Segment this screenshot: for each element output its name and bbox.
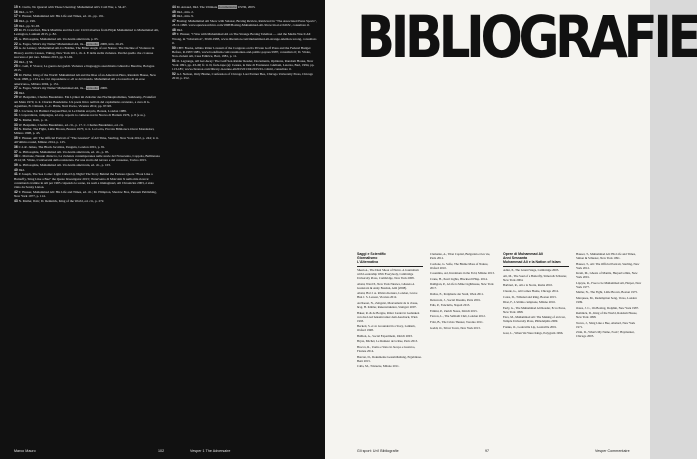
bibliography-column-1 — [357, 252, 423, 370]
endnote-number: 16 — [14, 9, 19, 14]
endnote-number: 18 — [14, 18, 19, 23]
bibliography-entry: Ermini, P., Zurich Notes, Zürich 2015. — [430, 308, 478, 313]
endnote-number: 26 — [14, 73, 19, 78]
endnote — [172, 10, 318, 14]
endnote-text: Ibid. — [176, 27, 183, 32]
bibliography-section-title: L'Alternativa — [357, 260, 379, 265]
endnote-text: N. Mailer, The Fight, Little Brown, Boston 1975; tr. it. La Lotta, Piccola Biblioteca Oscar Mondadori, Milano 1998, p. 43. — [14, 127, 155, 136]
endnote-text: C. Martone, Nessun distacco, La violenza contemporanea nelle storie del Novecento, Coppola, Bellinzona 2014; M. Vitale, L'università della resistenza. Per una storia del terrore e del consenso, Torino 2015. — [14, 154, 160, 163]
bibliography-entry: Zirin, D., What's My Name, Fool?, Haymarket, Chicago 2005. — [576, 330, 635, 339]
endnote — [14, 123, 160, 127]
bibliography-section-title: Saggi e Scientific — [357, 252, 386, 256]
endnote — [14, 64, 160, 73]
bibliography-entry: Calla, M., Tristezze, Milano 2011. — [357, 364, 400, 369]
bibliography-entry: Farrow, L., The Sabbath Club, London 2012. — [430, 314, 486, 319]
endnote — [172, 32, 318, 45]
endnote-number: 50 — [172, 45, 177, 50]
bibliography-section-title: Giornalismo — [357, 256, 378, 261]
endnote — [14, 95, 160, 108]
right-page — [325, 0, 697, 459]
endnote-number: 19 — [14, 23, 19, 28]
endnote-number: 41 — [14, 172, 19, 177]
endnote-number: 43 — [14, 198, 19, 203]
bibliography-entry: Oates, J. C., On Boxing, Dolphin, New York 1987. — [576, 305, 639, 310]
endnote-text: E. Curtis, No Quarrel with These Unerring: Muhammad Ali's Cold War, s. 34-47. — [18, 5, 127, 9]
endnote — [14, 168, 160, 172]
endnote-number: 30 — [14, 108, 19, 113]
endnote-text: Ibid., min. 2. — [176, 9, 194, 14]
bibliography-entry: Archaeon, N., Zeitgeist, Mouvement de la classe, hrsg. H. Köhler, Rekonstruktion, Stuttgart 2007. — [357, 300, 419, 309]
endnote-number: 52 — [172, 71, 177, 76]
endnote-number: 24 — [14, 59, 19, 64]
bibliography-entry: Crane, H., Pearl Lights, Blackwell Hisp. 2014. — [430, 276, 488, 281]
endnote-text: A. Philosophie, Muhammad Ali. Un destin américain, p. 65. — [18, 37, 99, 42]
endnotes-column-2 — [172, 5, 318, 81]
endnote-number: 51 — [172, 58, 177, 63]
endnote — [14, 150, 160, 154]
bibliography-section-title: Muhammad Ali e la Nation of Islam — [503, 260, 561, 265]
endnote — [14, 14, 160, 18]
endnote-text: M. Heller, King of the World: Muhammad Ali and the Rise of an American Hero, Random House, New York 1998, p. 133 e ss. Ciò rispondente a: «Il re del mondo. Muhammad Ali e la nascita di un eroe americano», Milano 2004, p. 151. — [14, 73, 156, 86]
endnote — [14, 190, 160, 199]
endnote — [14, 42, 160, 46]
endnote-text: W. Benjamin, Charles Baudelaire, ed. cit., p. 17. C. Charles Baudelaire, ed. cit. — [18, 122, 124, 127]
page-number-left: 102 — [158, 449, 165, 453]
bibliography-entry: Lipsyte, R., Free to be Muhammad Ali, Harper, New York 1977. — [576, 280, 642, 289]
bibliography-entry: Bryas, Michel, Le Rumeur de la Rue, Paris 2013. — [357, 339, 419, 344]
endnote-text: C.L.R. James, The Black Jacobins, Penguin, London 2001, p. 81. — [18, 144, 106, 149]
endnote — [14, 46, 160, 59]
bibliography-column-4 — [576, 252, 642, 340]
endnote — [14, 37, 160, 41]
endnote-number: 49 — [172, 32, 177, 37]
bibliography-entry: Edis, P., Fanciullo, Napoli 2013. — [430, 303, 471, 308]
endnote-number: 40 — [14, 167, 19, 172]
endnote — [172, 28, 318, 32]
endnote-text: A. Fagea, What's my Name? Muhammad Ali, ils... episodio, 2008. — [18, 86, 108, 91]
endnote-number: 20 — [14, 28, 19, 33]
endnote — [172, 72, 318, 81]
bibliography-entry: Ezra, M., Muhammad Ali: The Making of an Icon, Temple University Press, Philadelphia 2009. — [503, 315, 566, 324]
endnote-text: Ibid., § 56. — [18, 59, 34, 64]
endnote — [14, 28, 160, 37]
endnote-number: 22 — [14, 41, 19, 46]
left-page — [0, 0, 325, 459]
endnote-text: Ibid. — [18, 90, 25, 95]
bibliography-entry: Franks, O., Louisville Lip, Louisville 2001. — [503, 324, 557, 329]
bibliography-column-2 — [430, 252, 496, 331]
endnotes-column-1 — [14, 5, 160, 203]
endnote — [14, 5, 160, 9]
bibliography-entry: Baker, R. & de Borgne, Ritter Lieder in Gedanken von das Lied bekannt unter dem Ausdruck, Wien 1993. — [357, 310, 420, 323]
endnote — [14, 91, 160, 95]
page-title: BIBLIOGRAFIE — [357, 3, 697, 71]
bibliography — [357, 252, 643, 433]
bibliography-entry: Torres, J., Sting Like a Bee, Abelard, New York 1971. — [576, 320, 636, 329]
footer-author: Marco Mauro — [14, 449, 36, 453]
bibliography-entry: Kram, M., Ghosts of Manila, HarperCollins, New York 2001. — [576, 271, 638, 280]
bibliography-entry: Gast, L., When We Were Kings, Polygram 1996. — [503, 330, 564, 335]
bibliography-entry: Bullion, A., Social Experiment, Zürich 2003. — [357, 333, 413, 338]
endnote — [14, 86, 160, 90]
endnote — [172, 5, 318, 9]
endnote-number: 36 — [14, 144, 19, 149]
endnote-number: 44 — [172, 5, 177, 9]
endnote-text: N. Mailer, Ibid.; D. Remnick, King of the World, ed. cit., p. 272. — [18, 198, 105, 203]
endnote-number: 46 — [172, 14, 177, 19]
endnote-text: A.J. Nelson, Only Blame, Confession of Chicago Last Partner Bea, Chicago University Press, Chicago 2010, p. 252. — [172, 71, 314, 81]
endnote-number: 25 — [14, 64, 19, 69]
endnote-number: 42 — [14, 189, 19, 194]
endnote-text: P. Joseph, The Sea Come: Light Called Up Night! The Story Behind the Famous Quote "Float Like a Butterfly, Sting Like a Bee" the Quote Investigator 2015; l'intervento di Malcolm X nella mia ricerca: contattando tramite in Ali per 1965 colpendo le scene, tra reali e immaginari, Ali Chronicles 2003, è stato vinto da Sonny Liston. — [14, 172, 155, 190]
endnote-number: 35 — [14, 136, 19, 141]
bibliography-entry: Cordone, G. Sofie, The Blame Mass of Nature, Oxford 2010. — [430, 261, 489, 270]
endnote-number: 31 — [14, 113, 19, 118]
bibliography-entry: Diaz, F., L'ultimo campione, Milano 2016. — [503, 300, 556, 305]
endnote-text: O. Lagrange, All Get Away: The Gulf Sex-Raider Reader, Documents, Opinions, Random House, New York 1991, pp. 43-49; fr. it. II, fuck-tape (e): Cesare, le liste di Fontanesi. Giuliani, Laterza, Bari, 1994, pp. 113-185; www.chronox.com/library-in-tenne-ali2015/01/04/2015/01-1.html, consultato il. — [172, 58, 315, 72]
bibliography-entry: Beckett, S. et al. Grounded in a Story, Lanham, Oxford 1998. — [357, 324, 416, 333]
endnote — [172, 14, 318, 18]
bibliography-entry: Sheen A., The Dual Shoot of Nerve. A Journalism with Leadership With Everybody, Cambridge University Press, Cambridge, New York 2008. — [357, 268, 419, 281]
endnote-number: 37 — [14, 149, 19, 154]
bibliography-entry: Mailer, N., The Fight, Little Brown, Boston 1975. — [576, 290, 638, 295]
endnote-text: I corporations, campaigns, ad exp. reports to cameras not in Nuova di Harlem 1976, p. 8 (e ss.). — [18, 113, 146, 118]
endnote-number: 39 — [14, 163, 19, 168]
endnote-text: W. Benjamin, Charles Baudelaire. Ein Lyriker im Zeitalter des Hochkapitalismus, Suhrkamp, Frankfurt am Main 1974; tr. it. Charles Baudelaire. Un poeta lirico nell'età del capitalismo avanzato, a cura di G. Agamben, B. Chitussi, C.-C. Härle, Neri Pozza, Vicenza 2012, pp. 97-98. — [14, 95, 156, 108]
highlighted-text: documentaire — [218, 5, 237, 9]
endnote — [172, 19, 318, 28]
bibliography-entry: Hauser, T., Muhammad Ali: His Life and Times, Simon & Schuster, New York 1991. — [576, 252, 636, 260]
endnote-text: A. Fagea, What's my Name? Muhammad Ali, ils... episodio, 2008, intn. 20-25. — [18, 41, 124, 46]
endnote-number: 45 — [172, 9, 177, 14]
endnote — [14, 172, 160, 189]
endnote — [14, 109, 160, 113]
bibliography-section-title: Anni Sessanta — [503, 256, 528, 261]
endnote-number: 34 — [14, 127, 19, 132]
endnote-text: Ibid., pp. 91-93. — [18, 23, 41, 28]
endnote — [14, 19, 160, 23]
bibliography-entry: Clemente, A., Tibet Capital, Bulgarian et les vie, Paris 2012. — [430, 252, 491, 260]
bibliography-entry: Remnick, D., King of the World, Random House, New York 1998. — [576, 311, 638, 320]
endnote — [14, 118, 160, 122]
endnote-text: T. Hauser, Ali: The Official Portrait of "The Greatest" of All Time, Sterling, New York 2012, p. 244; tr. it. All'ultimo round, Milano 2014, p. 125. — [14, 136, 159, 145]
endnote — [14, 10, 160, 14]
endnote-text: A. Philosophie, Muhammad Ali. Un destin américain, ed. cit., p. 95. — [18, 149, 110, 154]
bibliography-entry: Abani, Ward P., New York Nieuws, Ghazeta A Grenzreiz & Anny Bondan, Aldi (2008). — [357, 281, 415, 290]
bibliography-entry: Barbieri, R., Ali e la Storia, Roma 2010. — [503, 283, 553, 288]
bibliography-entry: Adler, P., The Grand Stage, Cambridge 2003. — [503, 268, 560, 273]
endnote-text: M. H. Crawford, Black Muslims and the Law: Civil Liberties from Elijah Muhammad to Muhammad Ali, Lexington, Lanham 2015, p. 82. — [14, 28, 160, 37]
endnote — [14, 113, 160, 117]
endnote-number: 32 — [14, 117, 19, 122]
endnote — [14, 73, 160, 86]
bibliography-entry: Dahlgren, P., A Life is Mine Lighthouse, New York 2017. — [430, 282, 494, 291]
bibliography-entry: Dallas, E., Peripherie der Stadt, Wien 2011. — [430, 291, 484, 296]
endnote — [14, 60, 160, 64]
endnote-number: 28 — [14, 90, 19, 95]
endnote — [14, 199, 160, 203]
bibliography-entry: Burcan, D., Dokumente Gesamthaltung, Ergebnisse. Bern 2015. — [357, 354, 422, 363]
endnote — [14, 154, 160, 163]
endnote-text: CBT: Books, Albino Ritter Lawsuit of the Congress on Its Private Golf Press and the Federal Budget Before, R.1987/1985, www.bookfinds.com/ceremonies-and-public-payees/1987, consultato il; D. Vitale, Non-violent Ali, Casa Editrice, Bari, 1981, p. 11. — [172, 45, 311, 59]
endnote-number: 27 — [14, 86, 19, 91]
bibliography-entry: Ali, M., The Soul of a Butterfly, Simon & Schuster, New York 2004. — [503, 273, 567, 282]
bibliography-entry: Marqusee, M., Redemption Song, Verso, London 1999. — [576, 295, 637, 304]
endnote — [14, 136, 160, 145]
bibliography-entry: Coles, D., Tribunal and Ring, Boston 2015. — [503, 294, 557, 299]
endnote-number: 17 — [14, 14, 19, 19]
endnote — [172, 46, 318, 59]
footer-publication: Vesper 1 The Adversaire — [190, 449, 231, 453]
endnote-text: J. Cocteau, Un Hamlet d'aujourd'hui, in Le Diable est pris, Bonsai, London 1988. — [18, 108, 127, 113]
bibliography-entry: Early, G., The Muhammad Ali Reader, Ecco Press, New York 1998. — [503, 305, 566, 314]
section-divider — [357, 266, 423, 267]
bibliography-column-3 — [503, 252, 569, 336]
highlighted-text: episodio — [86, 86, 99, 91]
bibliography-entry: Abani, Hal J. A. Rivista Ketsura, London, Grove Hun J. S. Lesson, Vicenza 2012. — [357, 291, 418, 300]
endnote-number: 15 — [14, 5, 19, 9]
endnote-text: Ibid., s. 57. — [18, 9, 34, 14]
endnote-text: Ibid. — [18, 167, 25, 172]
endnote-text: T. Hauser, "I Was with Muhammad Ali on The Strange Boxing Telethon — and the Media Was It All Wrong, in "Libération", 30.06.1983, www.liberation.com/muhammad-ali-strange-telethon-wrong, consultato il. — [172, 32, 317, 45]
endnote-text: T. Hauser, Muhammad Ali: His Life and Times, ed. cit., pp. 191. — [18, 14, 105, 19]
endnote-number: 47 — [172, 18, 177, 23]
endnote-number: 23 — [14, 46, 19, 51]
endnote-number: 29 — [14, 95, 19, 100]
bibliography-entry: Cosentino, Ad, Inventions in the Fold, Milano 2013. — [430, 271, 495, 276]
endnote — [14, 145, 160, 149]
bibliography-entry: Delacroix, J., Social Dreams, Paris 2001. — [430, 297, 481, 302]
endnote-text: Boxing: Muhammad Ali Show with Salazar, Boxing Review, Retrieved in "The Associated Press Sports", 28.11.1998. www.apnewsarchive.com/1998/Boxing-Muhammad-Ali-Show/id-a1a1b2b3c, consultato il. — [172, 18, 317, 28]
bibliography-entry: Fritz, B., The Crisis Theater, Toronto 2011. — [430, 319, 484, 324]
page-number-right: 97 — [485, 449, 490, 453]
endnote — [172, 59, 318, 72]
endnotes — [14, 5, 318, 433]
endnote-number: 48 — [172, 27, 177, 32]
endnote-text: Ibid., p. 199. — [18, 18, 36, 23]
endnote-number: 33 — [14, 122, 19, 127]
endnote — [14, 127, 160, 136]
bibliography-entry: Claude, G., Ali Comes Home, Chicago 2012. — [503, 288, 559, 293]
endnote-text: C. Gall, P. Vlasov, La guerra dei gaddi. Violenza e linguaggio anarchismo Ghiardi e Bareltre, Bologna 2015. — [14, 64, 155, 73]
endnote-text: N. Mailer, Ibid., p. 11. — [18, 117, 49, 122]
endnote-text: Ibid., min. 9. — [176, 14, 194, 19]
footer-section: Gli sport: Un'l Bibliografie — [357, 449, 399, 453]
highlighted-text: episodio — [86, 41, 99, 46]
endnote-text: A. de Lannoy, Muhammad Ali.Ca Bohlke, The Bitter Angle of our Nature. The Decline of Violence in History and Its Causes, Viking, New York 2011, ch. 4. E della stella violenza. Perché quello che ci stesse successo è più raro. Milano 2013, pp. 91-92. — [14, 46, 155, 59]
endnote-number: 21 — [14, 37, 19, 42]
endnote — [14, 163, 160, 167]
bibliography-entry: Gaddi, O., Silver Town, New York 2013. — [430, 325, 481, 330]
bibliography-entry: Hauser, T., Ali: The Official Portrait, Sterling, New York 2012. — [576, 261, 640, 270]
bibliography-section-title: Opere di Muhammad Ali — [503, 252, 543, 256]
endnote-text: T. Hauser, Muhammad Ali: His Life and Times, ed. cit.; M. Plimpton, Shadow Box, Putnam Publishing, New York 1977, p. 114. — [14, 189, 157, 199]
bibliography-entry: Brocca, R., Uomo e Stato in Jacopo e Gustavo, Firenze 2014. — [357, 344, 416, 353]
section-divider — [503, 266, 569, 267]
footer-publication-right: Vesper Commentaire — [595, 449, 630, 453]
endnote-text: M. Arnaud, Ibid. The Ultimate documentaire USTR, 2003. — [176, 5, 256, 9]
endnote — [14, 24, 160, 28]
endnote-text: A. Philosophie, Muhammad Ali. Un destin américain, ed. cit., p. 103. — [18, 163, 111, 168]
endnote-number: 38 — [14, 154, 19, 159]
